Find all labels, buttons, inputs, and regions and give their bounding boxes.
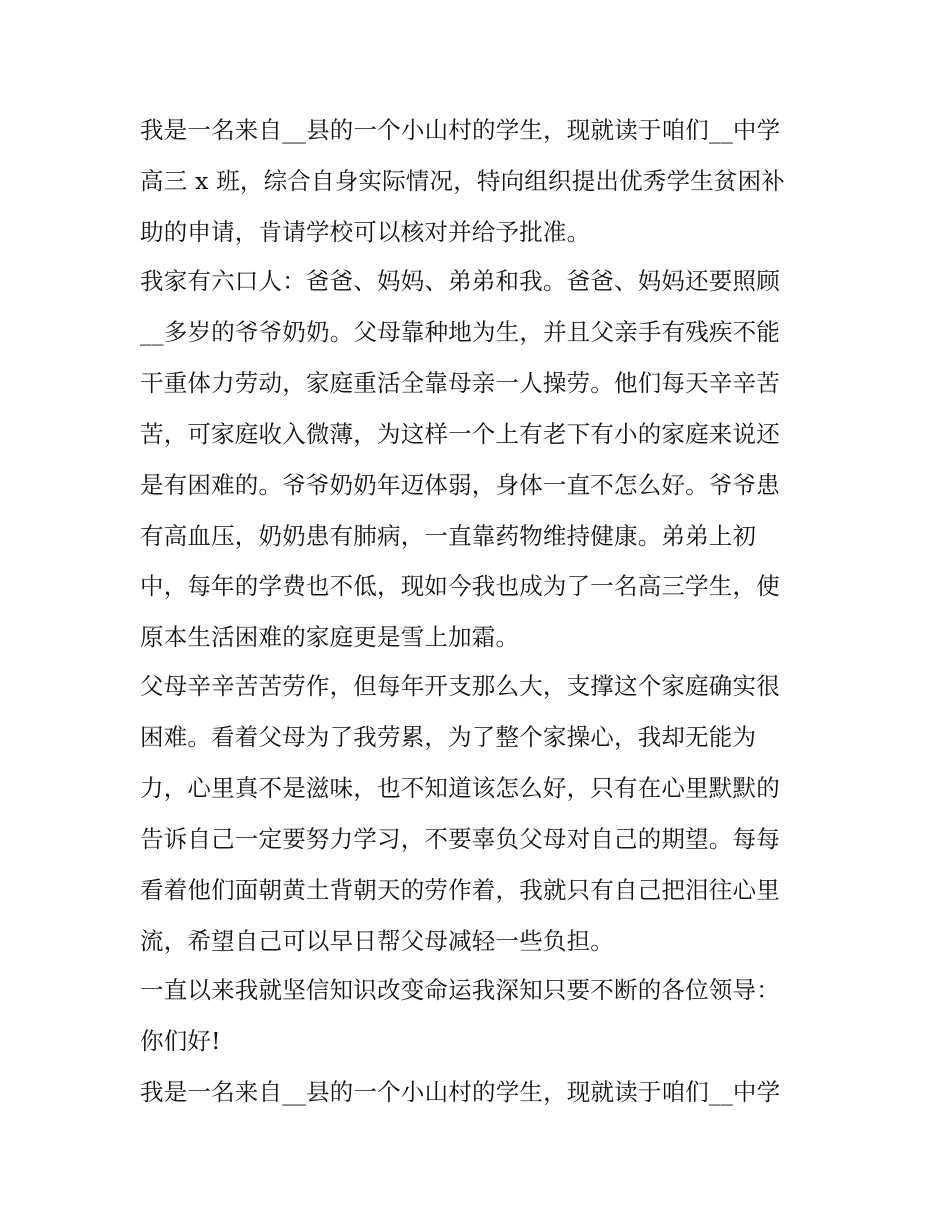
- text-line: 是有困难的。爷爷奶奶年迈体弱，身体一直不怎么好。爷爷患: [140, 471, 780, 499]
- text-line: 看着他们面朝黄土背朝天的劳作着，我就只有自己把泪往心里: [140, 876, 780, 904]
- text-line: 我家有六口人：爸爸、妈妈、弟弟和我。爸爸、妈妈还要照顾: [140, 267, 780, 295]
- text-line: 父母辛辛苦苦劳作，但每年开支那么大，支撑这个家庭确实很: [140, 672, 780, 700]
- text-line: 中，每年的学费也不低，现如今我也成为了一名高三学生，使: [140, 572, 780, 600]
- text-line: 有高血压，奶奶患有肺病，一直靠药物维持健康。弟弟上初: [140, 522, 757, 550]
- text-line: 我是一名来自__县的一个小山村的学生，现就读于咱们__中学: [140, 1078, 781, 1106]
- text-line: 流，希望自己可以早日帮父母减轻一些负担。: [140, 927, 614, 955]
- text-line: 你们好!: [140, 1027, 221, 1055]
- text-line: 原本生活困难的家庭更是雪上加霜。: [140, 623, 520, 651]
- text-line: 助的申请，肯请学校可以核对并给予批准。: [140, 218, 591, 246]
- text-line: __多岁的爷爷奶奶。父母靠种地为生，并且父亲手有残疾不能: [140, 318, 781, 346]
- text-line: 一直以来我就坚信知识改变命运我深知只要不断的各位领导：: [140, 976, 780, 1004]
- text-line: 高三 x 班，综合自身实际情况，特向组织提出优秀学生贫困补: [140, 167, 785, 195]
- text-line: 苦，可家庭收入微薄，为这样一个上有老下有小的家庭来说还: [140, 420, 780, 448]
- text-line: 我是一名来自__县的一个小山村的学生，现就读于咱们__中学: [140, 116, 781, 144]
- text-line: 力，心里真不是滋味，也不知道该怎么好，只有在心里默默的: [140, 774, 780, 802]
- text-line: 干重体力劳动，家庭重活全靠母亲一人操劳。他们每天辛辛苦: [140, 369, 780, 397]
- text-line: 困难。看着父母为了我劳累，为了整个家操心，我却无能为: [140, 723, 757, 751]
- text-line: 告诉自己一定要努力学习，不要辜负父母对自己的期望。每每: [140, 825, 780, 853]
